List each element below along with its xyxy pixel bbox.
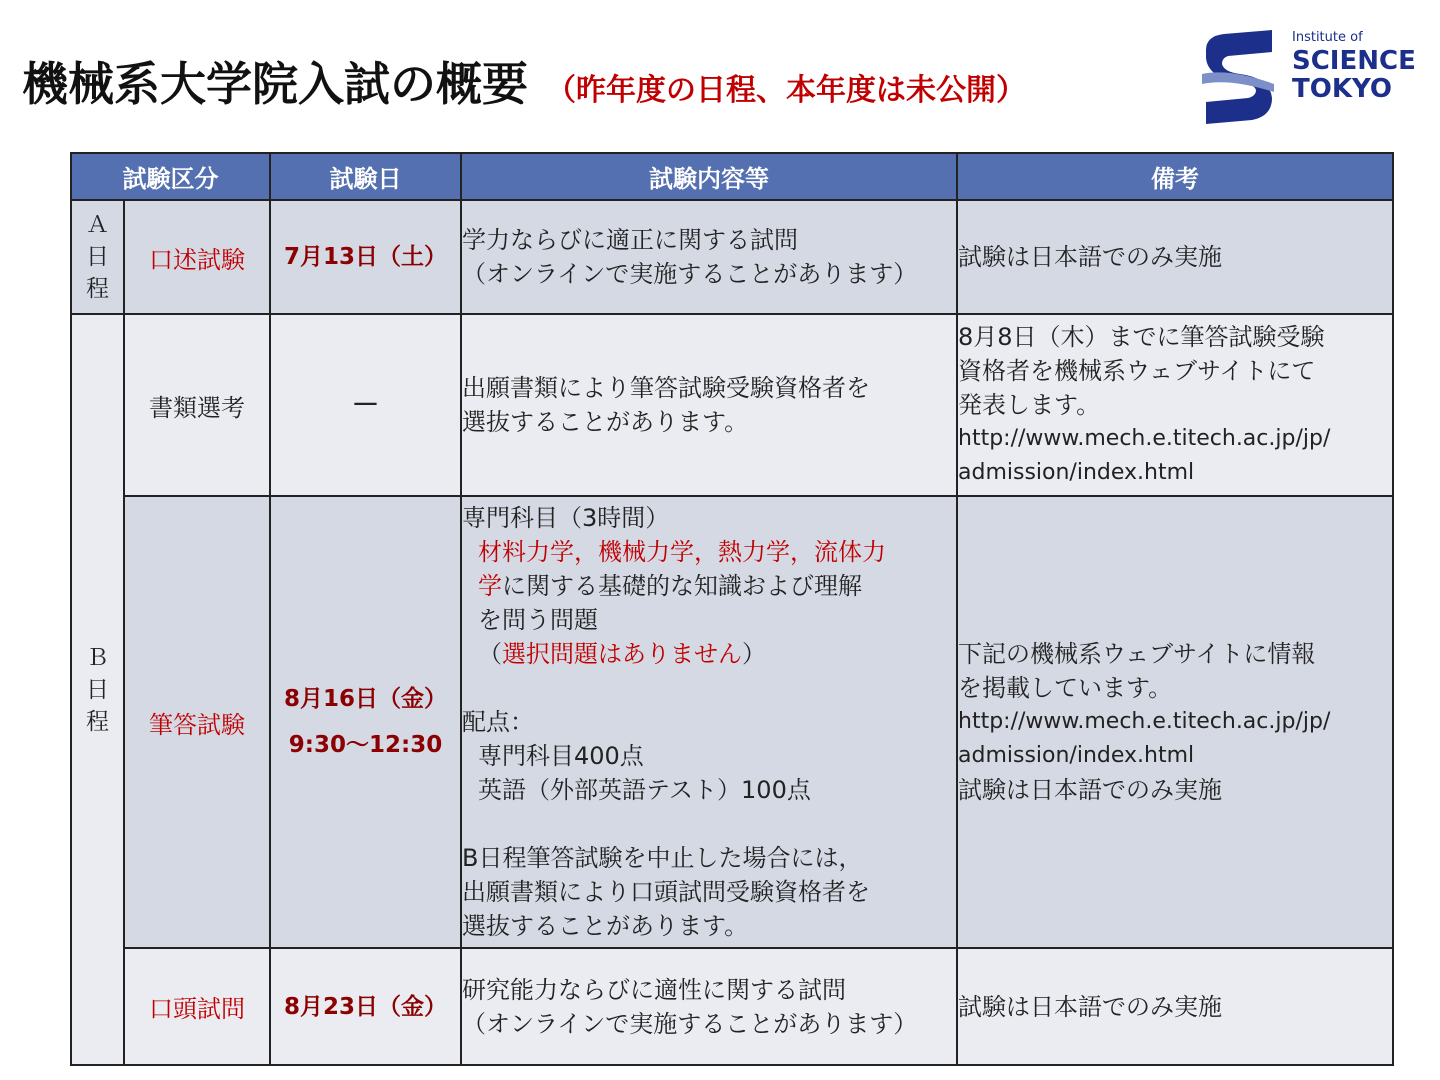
admission-url-line-1[interactable]: http://www.mech.e.titech.ac.jp/jp/ [958, 709, 1331, 734]
exam-kind-cell: 書類選考 [124, 314, 270, 496]
exam-note-cell: 8月8日（木）までに筆答試験受験 資格者を機械系ウェブサイトにて 発表します。 http://www.mech.e.titech.ac.jp/jp/ admission/index.html [957, 314, 1393, 496]
science-tokyo-logo-icon [1200, 28, 1280, 126]
institution-logo [1200, 28, 1416, 128]
table-row [71, 948, 1393, 1065]
table-header-row [71, 153, 1393, 200]
exam-content-cell: 研究能力ならびに適性に関する試問 （オンラインで実施することがあります） [461, 948, 957, 1065]
header-date: 試験日 [270, 153, 461, 200]
header-category: 試験区分 [71, 153, 270, 200]
logo-line-2: SCIENCE [1292, 46, 1416, 76]
logo-line-1: Institute of [1292, 30, 1363, 45]
header-content: 試験内容等 [461, 153, 957, 200]
exam-kind-cell: 口頭試問 [124, 948, 270, 1065]
admission-url-line-1[interactable]: http://www.mech.e.titech.ac.jp/jp/ [958, 426, 1331, 451]
table-row [71, 200, 1393, 314]
exam-date-cell: 8月23日（金） [270, 948, 461, 1065]
header-notes: 備考 [957, 153, 1393, 200]
exam-note-cell: 試験は日本語でのみ実施 [957, 200, 1393, 314]
exam-schedule-table [70, 152, 1394, 1066]
exam-note-cell: 試験は日本語でのみ実施 [957, 948, 1393, 1065]
page-title: 機械系大学院入試の概要 [22, 57, 528, 111]
admission-url-line-2[interactable]: admission/index.html [958, 460, 1195, 485]
schedule-b-cell: Ｂ 日 程 [71, 314, 124, 1065]
exam-kind-cell: 口述試験 [124, 200, 270, 314]
table-row [71, 496, 1393, 948]
exam-note-cell: 下記の機械系ウェブサイトに情報 を掲載しています。 http://www.mech.e.titech.ac.jp/jp/ admission/index.html 試験は日本語でのみ実施 [957, 496, 1393, 948]
exam-content-cell: 専門科目（3時間） 材料力学，機械力学，熱力学，流体力 学に関する基礎的な知識および理解 を問う問題 （選択問題はありません） 配点： 専門科目400点 英語（外部英語テスト）100点 B日程筆答試験を中止した場合には， 出願書類により口頭試問受験資格者を 選抜することがあります。 [461, 496, 957, 948]
exam-kind-cell: 筆答試験 [124, 496, 270, 948]
admission-url-line-2[interactable]: admission/index.html [958, 743, 1195, 768]
logo-line-3: TOKYO [1292, 74, 1392, 104]
logo-text [1292, 28, 1416, 103]
page-subtitle: （昨年度の日程、本年度は未公開） [546, 73, 1026, 108]
schedule-a-cell: Ａ 日 程 [71, 200, 124, 314]
page-title-row [22, 48, 1026, 118]
exam-date-cell: － [270, 314, 461, 496]
exam-content-cell: 出願書類により筆答試験受験資格者を 選抜することがあります。 [461, 314, 957, 496]
exam-date-cell: 7月13日（土） [270, 200, 461, 314]
table-row [71, 314, 1393, 496]
exam-content-cell: 学力ならびに適正に関する試問 （オンラインで実施することがあります） [461, 200, 957, 314]
exam-date-cell: 8月16日（金） 9:30～12:30 [270, 496, 461, 948]
